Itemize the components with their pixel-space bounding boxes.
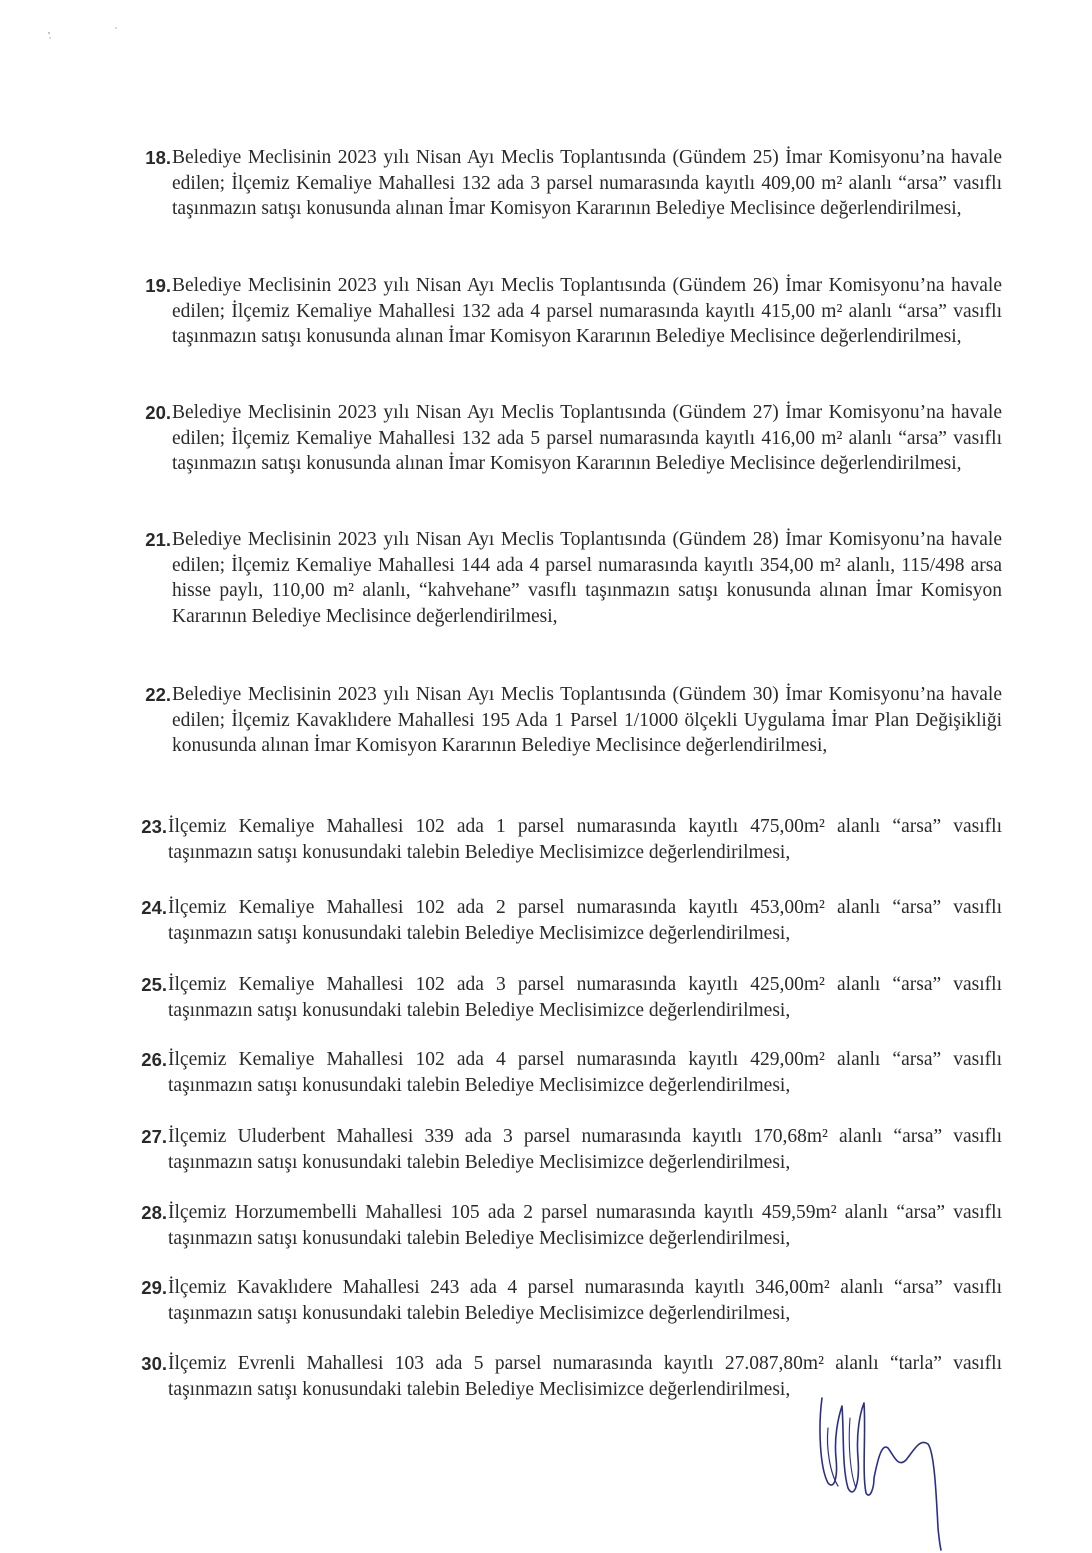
item-number: 25. <box>141 974 167 995</box>
agenda-item-26 <box>130 1047 1002 1098</box>
item-number: 19. <box>145 275 171 296</box>
agenda-item-18 <box>130 145 1002 222</box>
item-number: 20. <box>145 402 171 423</box>
item-text: İlçemiz Kemaliye Mahallesi 102 ada 4 parsel numarasında kayıtlı 429,00m² alanlı “arsa” vasıflı taşınmazın satışı konusundaki talebin Belediye Meclisimizce değerlendirilmesi, <box>168 1049 1002 1096</box>
agenda-item-28 <box>130 1200 1002 1251</box>
agenda-item-19 <box>130 273 1002 350</box>
item-number: 28. <box>141 1202 167 1223</box>
item-text: Belediye Meclisinin 2023 yılı Nisan Ayı Meclis Toplantısında (Gündem 25) İmar Komisyonu’na havale edilen; İlçemiz Kemaliye Mahallesi 132 ada 3 parsel numarasında kayıtlı 409,00 m² alanlı “arsa” vasıflı taşınmazın satışı konusunda alınan İmar Komisyon Kararının Belediye Meclisince değerlendirilmesi, <box>172 147 1002 220</box>
item-text: Belediye Meclisinin 2023 yılı Nisan Ayı Meclis Toplantısında (Gündem 28) İmar Komisyonu’na havale edilen; İlçemiz Kemaliye Mahallesi 144 ada 4 parsel numarasında kayıtlı 354,00 m² alanlı, 115/498 arsa hisse paylı, 110,00 m² alanlı, “kahvehane” vasıflı taşınmazın satışı konusunda alınan İmar Komisyon Kararının Belediye Meclisince değerlendirilmesi, <box>172 529 1002 628</box>
item-number: 29. <box>141 1277 167 1298</box>
scan-specks <box>40 20 140 50</box>
item-text: İlçemiz Horzumembelli Mahallesi 105 ada 2 parsel numarasında kayıtlı 459,59m² alanlı “arsa” vasıflı taşınmazın satışı konusundaki talebin Belediye Meclisimizce değerlendirilmesi, <box>168 1202 1002 1249</box>
item-number: 24. <box>141 897 167 918</box>
agenda-item-21 <box>130 527 1002 630</box>
item-text: İlçemiz Uluderbent Mahallesi 339 ada 3 parsel numarasında kayıtlı 170,68m² alanlı “arsa” vasıflı taşınmazın satışı konusundaki talebin Belediye Meclisimizce değerlendirilmesi, <box>168 1126 1002 1173</box>
handwritten-signature <box>808 1388 958 1553</box>
agenda-item-23 <box>130 814 1002 865</box>
item-text: İlçemiz Kemaliye Mahallesi 102 ada 1 parsel numarasında kayıtlı 475,00m² alanlı “arsa” vasıflı taşınmazın satışı konusundaki talebin Belediye Meclisimizce değerlendirilmesi, <box>168 816 1002 863</box>
item-number: 27. <box>141 1126 167 1147</box>
item-text: Belediye Meclisinin 2023 yılı Nisan Ayı Meclis Toplantısında (Gündem 26) İmar Komisyonu’na havale edilen; İlçemiz Kemaliye Mahallesi 132 ada 4 parsel numarasında kayıtlı 415,00 m² alanlı “arsa” vasıflı taşınmazın satışı konusunda alınan İmar Komisyon Kararının Belediye Meclisince değerlendirilmesi, <box>172 275 1002 348</box>
item-text: Belediye Meclisinin 2023 yılı Nisan Ayı Meclis Toplantısında (Gündem 30) İmar Komisyonu’na havale edilen; İlçemiz Kavaklıdere Mahallesi 195 Ada 1 Parsel 1/1000 ölçekli Uygulama İmar Plan Değişikliği konusunda alınan İmar Komisyon Kararının Belediye Meclisince değerlendirilmesi, <box>172 684 1002 757</box>
item-text: İlçemiz Kemaliye Mahallesi 102 ada 2 parsel numarasında kayıtlı 453,00m² alanlı “arsa” vasıflı taşınmazın satışı konusundaki talebin Belediye Meclisimizce değerlendirilmesi, <box>168 897 1002 944</box>
agenda-item-27 <box>130 1124 1002 1175</box>
item-number: 22. <box>145 684 171 705</box>
item-number: 18. <box>145 147 171 168</box>
agenda-item-22 <box>130 682 1002 759</box>
item-number: 30. <box>141 1353 167 1374</box>
item-number: 21. <box>145 529 171 550</box>
agenda-item-29 <box>130 1275 1002 1326</box>
item-number: 23. <box>141 816 167 837</box>
agenda-item-24 <box>130 895 1002 946</box>
item-number: 26. <box>141 1049 167 1070</box>
agenda-item-20 <box>130 400 1002 477</box>
item-text: İlçemiz Kemaliye Mahallesi 102 ada 3 parsel numarasında kayıtlı 425,00m² alanlı “arsa” vasıflı taşınmazın satışı konusundaki talebin Belediye Meclisimizce değerlendirilmesi, <box>168 974 1002 1021</box>
item-text: İlçemiz Evrenli Mahallesi 103 ada 5 parsel numarasında kayıtlı 27.087,80m² alanlı “tarla” vasıflı taşınmazın satışı konusundaki talebin Belediye Meclisimizce değerlendirilmesi, <box>168 1353 1002 1400</box>
item-text: Belediye Meclisinin 2023 yılı Nisan Ayı Meclis Toplantısında (Gündem 27) İmar Komisyonu’na havale edilen; İlçemiz Kemaliye Mahallesi 132 ada 5 parsel numarasında kayıtlı 416,00 m² alanlı “arsa” vasıflı taşınmazın satışı konusunda alınan İmar Komisyon Kararının Belediye Meclisince değerlendirilmesi, <box>172 402 1002 475</box>
agenda-item-25 <box>130 972 1002 1023</box>
item-text: İlçemiz Kavaklıdere Mahallesi 243 ada 4 parsel numarasında kayıtlı 346,00m² alanlı “arsa” vasıflı taşınmazın satışı konusundaki talebin Belediye Meclisimizce değerlendirilmesi, <box>168 1277 1002 1324</box>
